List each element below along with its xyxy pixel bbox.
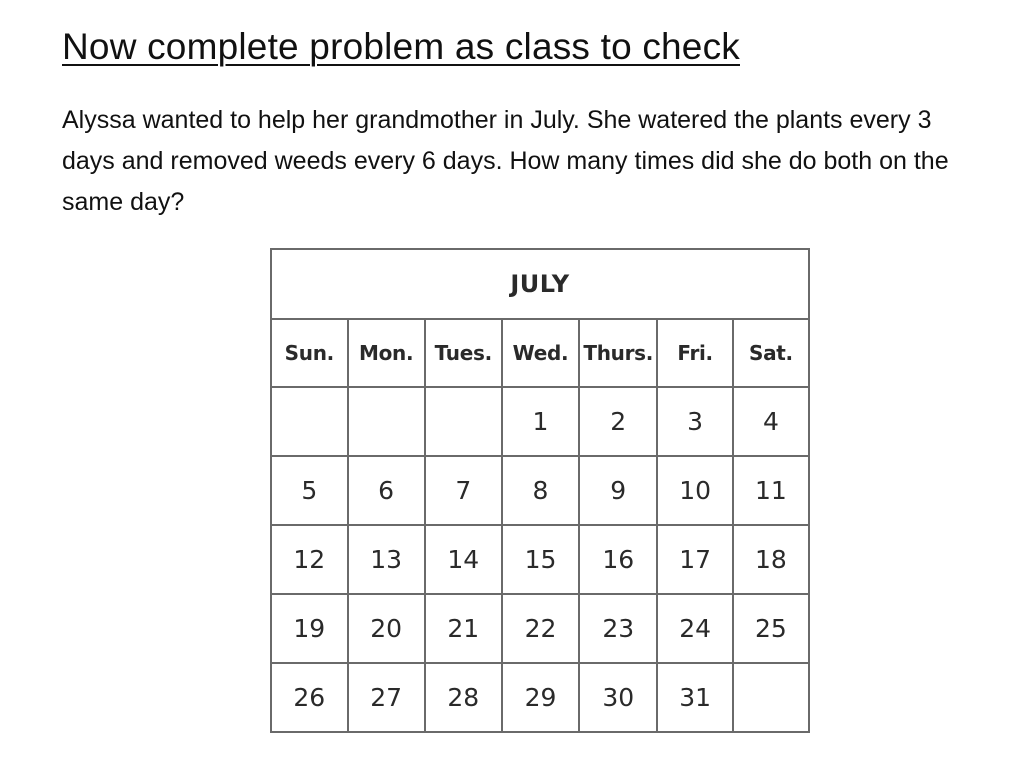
day-cell: 27 <box>348 663 425 732</box>
weekday-wed: Wed. <box>502 319 579 387</box>
day-cell: 29 <box>502 663 579 732</box>
day-cell: 15 <box>502 525 579 594</box>
day-cell: 14 <box>425 525 502 594</box>
day-cell: 28 <box>425 663 502 732</box>
day-cell: 20 <box>348 594 425 663</box>
day-cell: 3 <box>657 387 732 456</box>
weekday-header-row <box>271 319 809 387</box>
day-cell: 13 <box>348 525 425 594</box>
day-cell: 23 <box>579 594 657 663</box>
day-cell: 12 <box>271 525 348 594</box>
weekday-mon: Mon. <box>348 319 425 387</box>
day-cell <box>733 663 809 732</box>
day-cell: 1 <box>502 387 579 456</box>
day-cell: 11 <box>733 456 809 525</box>
weekday-thu: Thurs. <box>579 319 657 387</box>
week-row-3 <box>271 525 809 594</box>
slide-title: Now complete problem as class to check <box>62 26 740 67</box>
day-cell: 4 <box>733 387 809 456</box>
week-row-5 <box>271 663 809 732</box>
day-cell <box>425 387 502 456</box>
day-cell: 7 <box>425 456 502 525</box>
week-row-4 <box>271 594 809 663</box>
day-cell: 30 <box>579 663 657 732</box>
weekday-tue: Tues. <box>425 319 502 387</box>
day-cell: 24 <box>657 594 732 663</box>
day-cell: 18 <box>733 525 809 594</box>
day-cell <box>271 387 348 456</box>
week-row-1 <box>271 387 809 456</box>
weekday-fri: Fri. <box>657 319 732 387</box>
problem-text: Alyssa wanted to help her grandmother in July. She watered the plants every 3 days and removed weeds every 6 days. How many times did she do both on the same day? <box>62 106 949 216</box>
weekday-sat: Sat. <box>733 319 809 387</box>
day-cell: 19 <box>271 594 348 663</box>
day-cell: 25 <box>733 594 809 663</box>
day-cell: 9 <box>579 456 657 525</box>
day-cell: 31 <box>657 663 732 732</box>
day-cell: 17 <box>657 525 732 594</box>
day-cell: 6 <box>348 456 425 525</box>
july-calendar <box>270 248 810 733</box>
day-cell: 10 <box>657 456 732 525</box>
calendar-month-row <box>271 249 809 319</box>
day-cell: 21 <box>425 594 502 663</box>
day-cell: 26 <box>271 663 348 732</box>
day-cell: 2 <box>579 387 657 456</box>
day-cell: 8 <box>502 456 579 525</box>
day-cell <box>348 387 425 456</box>
weekday-sun: Sun. <box>271 319 348 387</box>
day-cell: 16 <box>579 525 657 594</box>
day-cell: 22 <box>502 594 579 663</box>
week-row-2 <box>271 456 809 525</box>
calendar-month-title: JULY <box>271 249 809 319</box>
day-cell: 5 <box>271 456 348 525</box>
